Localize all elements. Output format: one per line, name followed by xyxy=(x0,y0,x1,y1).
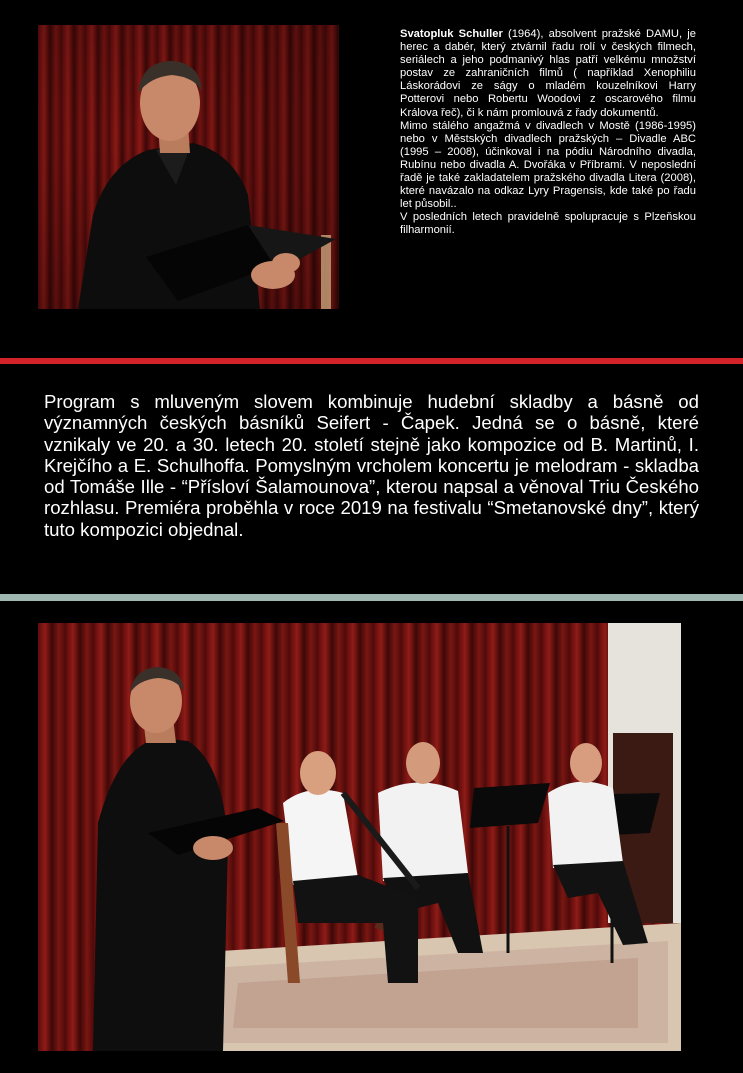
biography-text xyxy=(400,28,696,238)
bio-paragraph-2: Mimo stálého angažmá v divadlech v Mostě (1986-1995) nebo v Městských divadlech pražských – Divadle ABC (1995 – 2008), účinkoval i na pódiu Národního divadla, Rubínu nebo divadla A. Dvořáka v Příbrami. V neposlední řadě je také zakladatelem pražského divadla Litera (2008), které navázalo na odkaz Lyry Pragensis, kde také po řadu let působil.. xyxy=(400,119,696,211)
reciter-photo xyxy=(38,25,339,309)
bio-paragraph-3: V posledních letech pravidelně spolupracuje s Plzeňskou filharmonií. xyxy=(400,211,696,237)
bio-name: Svatopluk Schuller xyxy=(400,28,503,40)
bio-intro: (1964), absolvent pražské DAMU, je herec a dabér, který ztvárnil řadu rolí v českých filmech, seriálech a jeho podmanivý hlas patří velkému množství postav ze zahraničních filmů ( například Xenophiliu Láskorádovi ze ságy o mladém kouzelníkovi Harry Potterovi nebo Robertu Woodovi z oscarového filmu Králova řeč), či k nám promlouvá z řady dokumentů. xyxy=(400,28,696,119)
red-divider xyxy=(0,358,743,364)
concert-photo xyxy=(38,623,681,1051)
reciter-illustration xyxy=(38,25,339,309)
concert-illustration xyxy=(38,623,681,1051)
top-section xyxy=(0,0,743,358)
bio-paragraph-1 xyxy=(400,28,696,120)
program-description: Program s mluveným slovem kombinuje hudební skladby a básně od významných českých básníků Seifert - Čapek. Jedná se o básně, které vznikaly ve 20. a 30. letech 20. století stejně jako kompozice od B. Martinů, I. Krejčího a E. Schulhoffa. Pomyslným vrcholem koncertu je melodram - skladba od Tomáše Ille - “Přísloví Šalamounova”, kterou napsal a věnoval Triu Českého rozhlasu. Premiéra proběhla v roce 2019 na festivalu “Smetanovské dny”, který tuto kompozici objednal. xyxy=(44,391,699,540)
teal-divider xyxy=(0,594,743,601)
